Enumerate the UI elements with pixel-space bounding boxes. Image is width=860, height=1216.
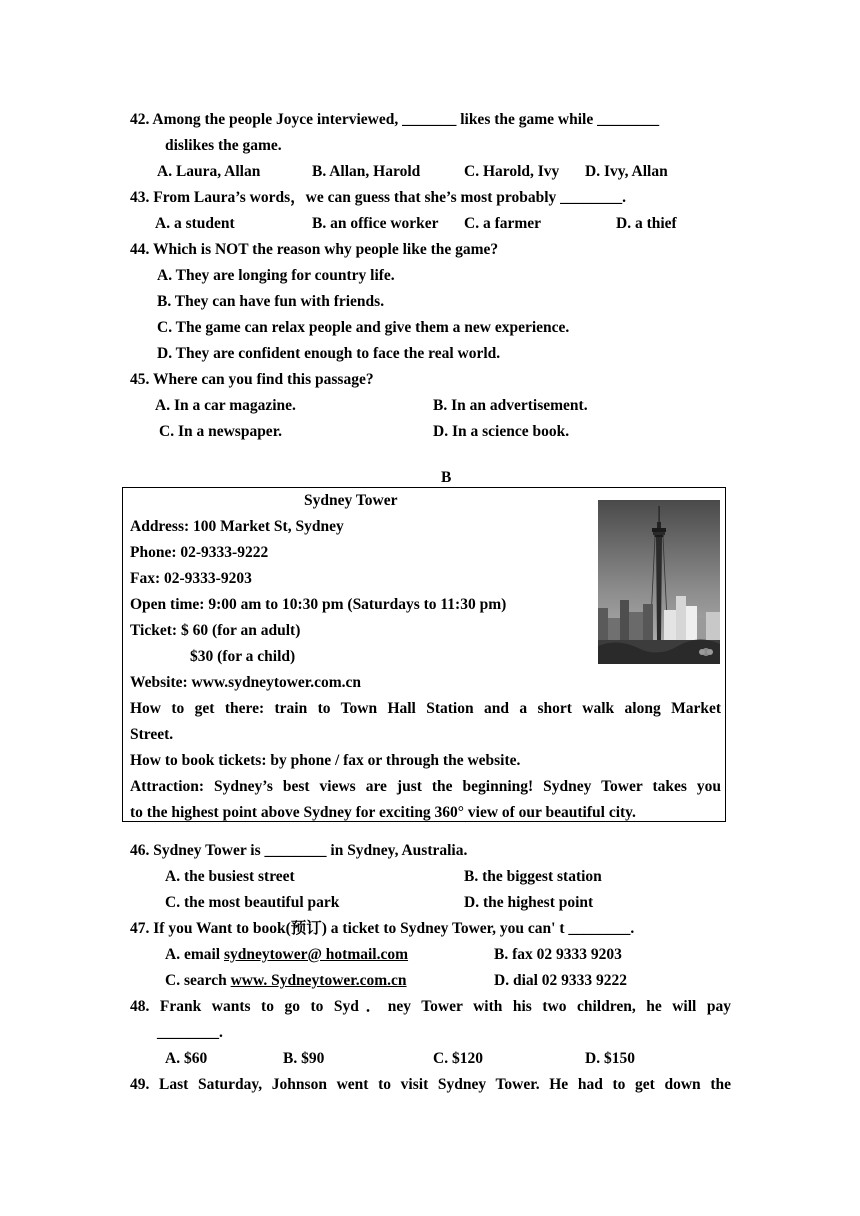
q46-option-b: B. the biggest station — [464, 868, 602, 885]
sydney-tower-photo — [598, 500, 720, 664]
q45-option-d: D. In a science book. — [433, 423, 570, 440]
q44-option-a: A. They are longing for country life. — [157, 267, 395, 284]
info-ticket-child: $30 (for a child) — [190, 648, 296, 665]
section-b-label: B — [441, 469, 452, 486]
info-title: Sydney Tower — [304, 492, 398, 509]
q48-stem-cont: ________. — [157, 1024, 223, 1041]
info-ticket-adult: Ticket: $ 60 (for an adult) — [130, 622, 301, 639]
q44-stem: 44. Which is NOT the reason why people like the game? — [130, 241, 499, 258]
q44-option-d: D. They are confident enough to face the real world. — [157, 345, 501, 362]
q47-website-link[interactable]: www. Sydneytower.com.cn — [230, 972, 407, 989]
q47-option-a — [165, 945, 408, 965]
q43-option-b: B. an office worker — [312, 215, 439, 232]
q43-option-d: D. a thief — [616, 215, 677, 232]
q42-option-c: C. Harold, Ivy — [464, 163, 560, 180]
info-fax: Fax: 02-9333-9203 — [130, 570, 252, 587]
info-website: Website: www.sydneytower.com.cn — [130, 674, 362, 691]
info-attraction: Attraction: Sydney’s best views are just the beginning! Sydney Tower takes you — [130, 778, 721, 795]
q44-option-b: B. They can have fun with friends. — [157, 293, 385, 310]
q44-option-c: C. The game can relax people and give them a new experience. — [157, 319, 570, 336]
q43-option-a: A. a student — [155, 215, 235, 232]
q49-stem: 49. Last Saturday, Johnson went to visit Sydney Tower. He had to get down the — [130, 1076, 731, 1093]
q42-option-a: A. Laura, Allan — [157, 163, 261, 180]
q47-option-d: D. dial 02 9333 9222 — [494, 972, 628, 989]
q43-stem: 43. From Laura’s words，we can guess that she’s most probably ________. — [130, 189, 627, 206]
q45-option-b: B. In an advertisement. — [433, 397, 588, 414]
q48-option-a: A. $60 — [165, 1050, 208, 1067]
q46-option-a: A. the busiest street — [165, 868, 295, 885]
q45-option-c: C. In a newspaper. — [159, 423, 283, 440]
q45-option-a: A. In a car magazine. — [155, 397, 296, 414]
q42-option-b: B. Allan, Harold — [312, 163, 421, 180]
q47-email-link[interactable]: sydneytower@ hotmail.com — [223, 946, 409, 963]
info-attraction-cont: to the highest point above Sydney for exciting 360° view of our beautiful city. — [130, 804, 636, 821]
info-how-to-get: How to get there: train to Town Hall Station and a short walk along Market — [130, 700, 721, 717]
q48-option-d: D. $150 — [585, 1050, 635, 1067]
q42-stem-cont: dislikes the game. — [165, 137, 282, 154]
q46-option-c: C. the most beautiful park — [165, 894, 340, 911]
q47-option-c — [165, 971, 407, 991]
info-address: Address: 100 Market St, Sydney — [130, 518, 344, 535]
q46-stem: 46. Sydney Tower is ________ in Sydney, Australia. — [130, 842, 468, 859]
q47-stem: 47. If you Want to book(预订) a ticket to Sydney Tower, you can' t ________. — [130, 920, 635, 937]
q48-option-b: B. $90 — [283, 1050, 325, 1067]
q43-option-c: C. a farmer — [464, 215, 542, 232]
q48-option-c: C. $120 — [433, 1050, 483, 1067]
q45-stem: 45. Where can you find this passage? — [130, 371, 374, 388]
q47-option-c-prefix: C. search — [165, 972, 231, 989]
q42-stem: 42. Among the people Joyce interviewed, _______ likes the game while ________ — [130, 111, 660, 128]
q46-option-d: D. the highest point — [464, 894, 594, 911]
info-how-to-book: How to book tickets: by phone / fax or through the website. — [130, 752, 521, 769]
q42-option-d: D. Ivy, Allan — [585, 163, 668, 180]
info-how-to-get-cont: Street. — [130, 726, 174, 743]
q48-stem: 48. Frank wants to go to Syd．ney Tower with his two children, he will pay — [130, 998, 731, 1015]
q47-option-b: B. fax 02 9333 9203 — [494, 946, 622, 963]
info-phone: Phone: 02-9333-9222 — [130, 544, 269, 561]
info-open-time: Open time: 9:00 am to 10:30 pm (Saturdays to 11:30 pm) — [130, 596, 507, 613]
q47-option-a-prefix: A. email — [165, 946, 224, 963]
